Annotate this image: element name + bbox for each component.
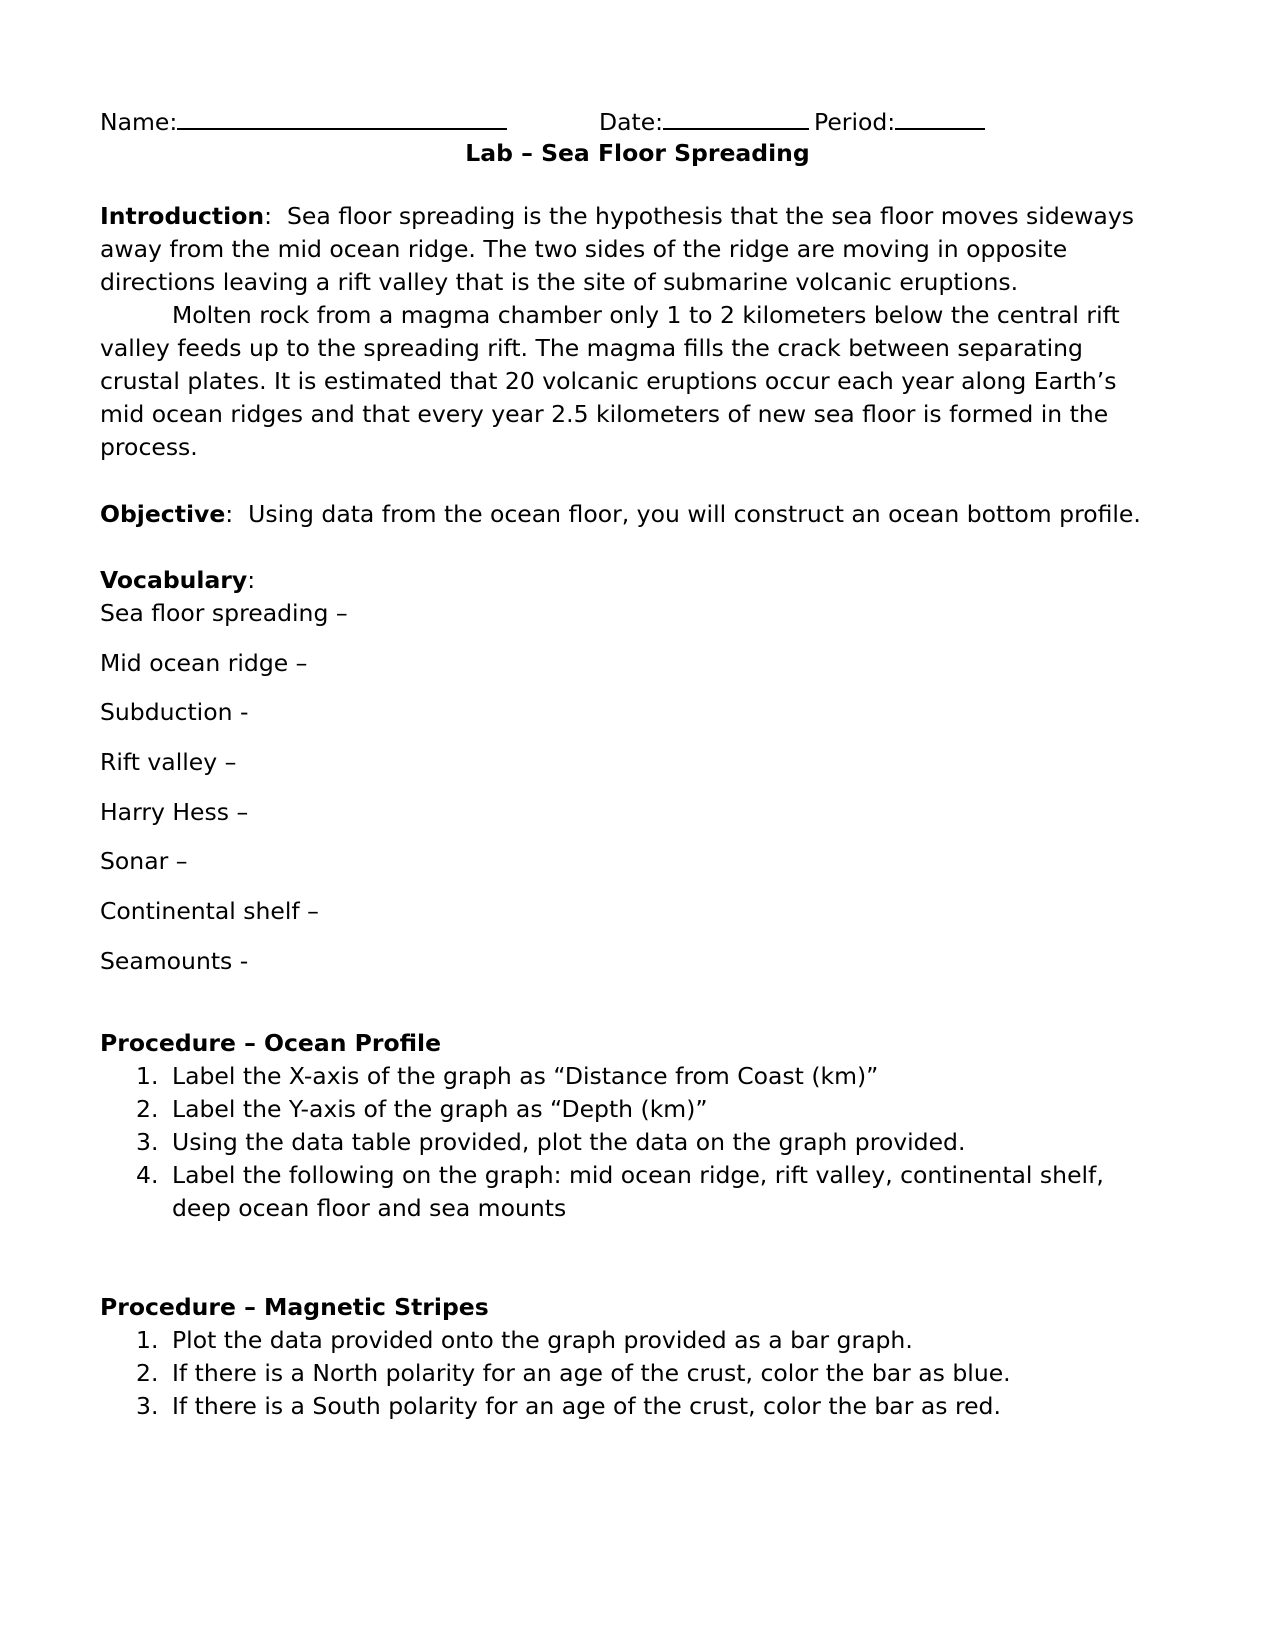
vocabulary-heading: Vocabulary <box>100 566 248 594</box>
vocab-term: Continental shelf – <box>100 897 319 925</box>
intro-line-5: valley feeds up to the spreading rift. The magma fills the crack between separating <box>100 334 1083 362</box>
intro-line-3: directions leaving a rift valley that is the site of submarine volcanic eruptions. <box>100 268 1019 296</box>
vocab-term: Mid ocean ridge – <box>100 649 308 677</box>
worksheet-page: Name: Date: Period: Lab – Sea Floor Spreading Introduction: Sea floor spreading is the hypothesis that the sea floor moves sideways away from the mid ocean ridge. The two sides of the ridge are moving in opposite directions leaving a rift valley that is the site of submarine volcanic eruptions. Molten rock from a magma chamber only 1 to 2 kilometers below the central rift valley feeds up to the spreading rift. The magma fills the crack between separating crustal plates. It is estimated that 20 volcanic eruptions occur each year along Earth’s mid ocean ridges and that every year 2.5 kilometers of new sea floor is formed in the process. Objective: Using data from the ocean floor, you will construct an ocean bottom profile. Vocabulary: Sea floor spreading – Mid ocean ridge – Subduction - Rift valley – Harry Hess – Sonar – Continental shelf – Seamounts - Procedure – Ocean Profile 1. Label the X-axis of the graph as “Distance from Coast (km)” 2. Label the Y-axis of the graph as “Depth (km)” 3. Using the data table provided, plot the data on the graph provided. 4. Label the following on the graph: mid ocean ridge, rift valley, continental shelf, deep ocean floor and sea mounts Procedure – Magnetic Stripes 1. Plot the data provided onto the graph provided as a bar graph. 2. If there is a North polarity for an age of the crust, color the bar as blue. 3. If there is a South polarity for an age of the crust, color the bar as red. <box>0 0 1275 1651</box>
name-field[interactable] <box>100 104 507 139</box>
period-field[interactable] <box>814 104 985 139</box>
objective-heading: Objective <box>100 500 226 528</box>
vocab-term: Sea floor spreading – <box>100 599 348 627</box>
intro-line-8: process. <box>100 433 198 461</box>
intro-line-4: Molten rock from a magma chamber only 1 to 2 kilometers below the central rift <box>172 301 1120 329</box>
date-label: Date: <box>599 108 664 136</box>
vocab-term: Harry Hess – <box>100 798 249 826</box>
intro-line-1: Introduction: Sea floor spreading is the hypothesis that the sea floor moves sideways <box>100 202 1134 230</box>
intro-heading: Introduction <box>100 202 265 230</box>
procedure-profile-heading: Procedure – Ocean Profile <box>100 1029 442 1057</box>
vocab-term: Seamounts - <box>100 947 249 975</box>
date-field[interactable] <box>599 104 809 139</box>
intro-line-2: away from the mid ocean ridge. The two sides of the ridge are moving in opposite <box>100 235 1068 263</box>
procedure-magnetic-heading: Procedure – Magnetic Stripes <box>100 1293 489 1321</box>
intro-line-7: mid ocean ridges and that every year 2.5 kilometers of new sea floor is formed in the <box>100 400 1109 428</box>
header-row <box>100 104 1180 138</box>
period-label: Period: <box>814 108 896 136</box>
vocab-term: Sonar – <box>100 847 188 875</box>
vocab-term: Rift valley – <box>100 748 237 776</box>
name-label: Name: <box>100 108 178 136</box>
period-blank[interactable] <box>895 104 985 130</box>
name-blank[interactable] <box>177 104 507 130</box>
intro-line-6: crustal plates. It is estimated that 20 volcanic eruptions occur each year along Earth’s <box>100 367 1117 395</box>
page-title: Lab – Sea Floor Spreading <box>465 139 810 167</box>
objective-line: Objective: Using data from the ocean floor, you will construct an ocean bottom profile. <box>100 500 1141 528</box>
vocabulary-heading-line: Vocabulary: <box>100 566 256 594</box>
date-blank[interactable] <box>663 104 809 130</box>
vocab-term: Subduction - <box>100 698 249 726</box>
